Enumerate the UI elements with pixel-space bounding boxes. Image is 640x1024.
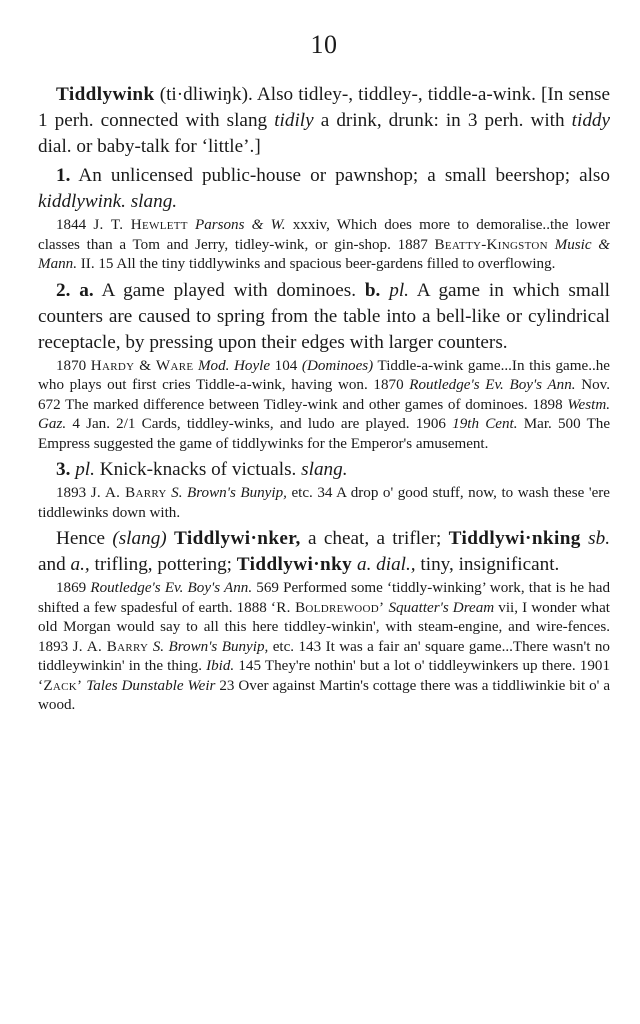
sense-2-quotations: 1870 Hardy & Ware Mod. Hoyle 104 (Dominoes) Tiddle-a-wink game...In this game..he who plays out first cries Tiddle-a-wink, having won. 1870 Routledge's Ev. Boy's Ann. Nov. 672 The marked difference between Tidley-wink and other games of dominoes. 1898 Westm. Gaz. 4 Jan. 2/1 Cards, tiddley-winks, and ludo are played. 1906 19th Cent. Mar. 500 The Empress suggested the game of tiddlywinks for the Emperor's amusement. bbox=[38, 357, 611, 452]
dictionary-page bbox=[38, 30, 610, 716]
sense-3-definition: 3. pl. Knick-knacks of victuals. slang. bbox=[56, 459, 348, 480]
sense-3-quotations: 1893 J. A. Barry S. Brown's Bunyip, etc. 34 A drop o' good stuff, now, to wash these 'ere tiddlewinks down with. bbox=[38, 485, 611, 521]
headword: Tiddlywink bbox=[56, 84, 155, 105]
derivative-quotations: 1869 Routledge's Ev. Boy's Ann. 569 Performed some ‘tiddly-winking’ work, that is he had shifted a few spadesful of earth. 1888 ‘R. Boldrewood’ Squatter's Dream vii, I wonder what old Morgan would say to all this here tiddley-winkin', with steam-engine, and wire-fences. 1893 J. A. Barry S. Brown's Bunyip, etc. 143 It was a fair an' square game...There wasn't no tiddleywinkin' in the thing. Ibid. 145 They're nothin' but a lot o' tiddleywinkers up there. 1901 ‘Zack’ Tales Dunstable Weir 23 Over against Martin's cottage there was a tiddliwinkie bit o' a wood. bbox=[38, 580, 611, 713]
sense-1-quotations: 1844 J. T. Hewlett Parsons & W. xxxiv, Which does more to demoralise..the lower classes than a Tom and Jerry, tidley-wink, or gin-shop. 1887 Beatty-Kingston Music & Mann. II. 15 All the tiny tiddlywinks and spacious beer-gardens filled to overflowing. bbox=[38, 217, 611, 272]
derivatives: Hence (slang) Tiddlywi·nker, a cheat, a trifler; Tiddlywi·nking sb. and a., trifling, pottering; Tiddlywi·nky a. dial., tiny, insignificant. bbox=[38, 528, 610, 575]
variant-forms: Also tidley-, tiddley-, tiddle-a-wink. bbox=[256, 84, 536, 105]
etymology: [In sense 1 perh. connected with slang tidily a drink, drunk: in 3 perh. with tiddy dial. or baby-talk for ‘little’.] bbox=[38, 84, 611, 157]
pronunciation: (ti·dliwiŋk). bbox=[159, 84, 253, 105]
sense-2-definition: 2. a. A game played with dominoes. b. pl. A game in which small counters are caused to spring from the table into a bell-like or cylindrical receptacle, by pressing upon their edges with larger counters. bbox=[38, 279, 611, 353]
page-number: 10 bbox=[310, 30, 338, 59]
sense-1-definition: 1. An unlicensed public-house or pawnshop; a small beershop; also kiddlywink. slang. bbox=[38, 165, 610, 212]
entry-head bbox=[38, 82, 610, 160]
